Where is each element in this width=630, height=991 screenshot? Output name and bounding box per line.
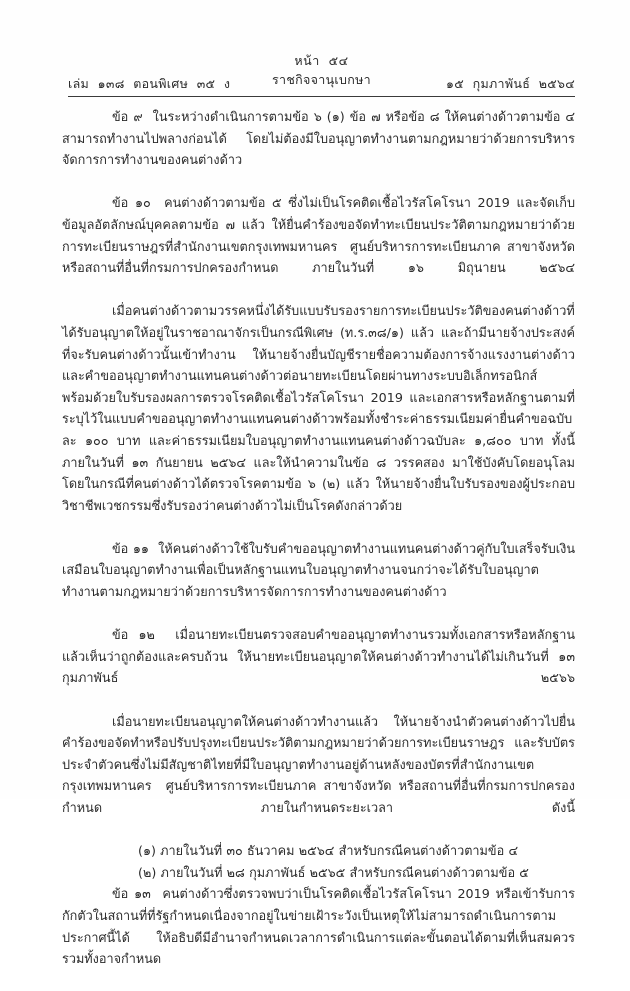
paragraph-clause-12-continued: เมื่อนายทะเบียนอนุญาตให้คนต่างด้าวทำงานแล้ว ให้นายจ้างนำตัวคนต่างด้าวไปยื่นคำร้องขอจัดทำหรือปรับปรุงทะเบียนประวัติตามกฎหมายว่าด้วยการทะเบียนราษฎร และรับบัตรประจำตัวคนซึ่งไม่มีสัญชาติไทยที่มีใบอนุญาตทำงานอยู่ด้านหลังของบัตรที่สำนักงานเขตกรุงเทพมหานคร ศูนย์บริหารการทะเบียนภาค สาขาจังหวัด หรือสถานที่อื่นที่กรมการปกครองกำหนด ภายในกำหนดระยะเวลา ดังนี้ [62,713,575,815]
paragraph-clause-12: ข้อ ๑๒ เมื่อนายทะเบียนตรวจสอบคำขออนุญาตทำงานรวมทั้งเอกสารหรือหลักฐานแล้วเห็นว่าถูกต้องและครบถ้วน ให้นายทะเบียนอนุญาตให้คนต่างด้าวทำงานได้ไม่เกินวันที่ ๑๓ กุมภาพันธ์ ๒๕๖๖ [62,627,580,686]
publication-date-label: ๑๕ กุมภาพันธ์ ๒๕๖๔ [446,76,575,91]
paragraph-clause-10-continued: เมื่อคนต่างด้าวตามวรรคหนึ่งได้รับแบบรับรองรายการทะเบียนประวัติของคนต่างด้าวที่ได้รับอนุญาตให้อยู่ในราชอาณาจักรเป็นกรณีพิเศษ (ท.ร.๓๘/๑) แล้ว และถ้ามีนายจ้างประสงค์ที่จะรับคนต่างด้าวนั้นเข้าทำงาน ให้นายจ้างยื่นบัญชีรายชื่อความต้องการจ้างแรงงานต่างด้าว และคำขออนุญาตทำงานแทนคนต่างด้าวต่อนายทะเบียนโดยผ่านทางระบบอิเล็กทรอนิกส์ พร้อมด้วยใบรับรองผลการตรวจโรคติดเชื้อไวรัสโคโรนา 2019 และเอกสารหรือหลักฐานตามที่ระบุไว้ในแบบคำขออนุญาตทำงานแทนคนต่างด้าวพร้อมทั้งชำระค่าธรรมเนียมค่ายื่นคำขอฉบับละ ๑๐๐ บาท และค่าธรรมเนียมใบอนุญาตทำงานแทนคนต่างด้าวฉบับละ ๑,๘๐๐ บาท ทั้งนี้ ภายในวันที่ ๑๓ กันยายน ๒๕๖๔ และให้นำความในข้อ ๘ วรรคสอง มาใช้บังคับโดยอนุโลม โดยในกรณีที่คนต่างด้าวได้ตรวจโรคตามข้อ ๖ (๒) แล้ว ให้นายจ้างยื่นใบรับรองของผู้ประกอบวิชาชีพเวชกรรมซึ่งรับรองว่าคนต่างด้าวไม่เป็นโรคดังกล่าวด้วย [62,303,580,513]
header-divider [68,96,575,97]
paragraph-clause-13: ข้อ ๑๓ คนต่างด้าวซึ่งตรวจพบว่าเป็นโรคติดเชื้อไวรัสโคโรนา 2019 หรือเข้ารับการกักตัวในสถานที่ที่รัฐกำหนดเนื่องจากอยู่ในข่ายเฝ้าระวังเป็นเหตุให้ไม่สามารถดำเนินการตามประกาศนี้ได้ ให้อธิบดีมีอำนาจกำหนดเวลาการดำเนินการแต่ละขั้นตอนได้ตามที่เห็นสมควร รวมทั้งอาจกำหนด [62,886,584,967]
paragraph-clause-11: ข้อ ๑๑ ให้คนต่างด้าวใช้ใบรับคำขออนุญาตทำงานแทนคนต่างด้าวคู่กับใบเสร็จรับเงินเสมือนใบอนุญาตทำงานเพื่อเป็นหลักฐานแทนใบอนุญาตทำงานจนกว่าจะได้รับใบอนุญาตทำงานตามกฎหมายว่าด้วยการบริหารจัดการการทำงานของคนต่างด้าว [62,540,575,600]
volume-section-label: เล่ม ๑๓๘ ตอนพิเศษ ๓๕ ง [68,76,231,91]
publication-title: ราชกิจจานุเบกษา [272,72,371,88]
list-item-2: (๒) ภายในวันที่ ๒๘ กุมภาพันธ์ ๒๕๖๕ สำหรับกรณีคนต่างด้าวตามข้อ ๕ [138,864,529,880]
list-item-1: (๑) ภายในวันที่ ๓๐ ธันวาคม ๒๕๖๔ สำหรับกรณีคนต่างด้าวตามข้อ ๔ [138,843,519,859]
paragraph-clause-10: ข้อ ๑๐ คนต่างด้าวตามข้อ ๕ ซึ่งไม่เป็นโรคติดเชื้อไวรัสโคโรนา 2019 และจัดเก็บข้อมูลอัตลักษณ์บุคคลตามข้อ ๗ แล้ว ให้ยื่นคำร้องขอจัดทำทะเบียนประวัติตามกฎหมายว่าด้วยการทะเบียนราษฎรที่สำนักงานเขตกรุงเทพมหานคร ศูนย์บริหารการทะเบียนภาค สาขาจังหวัด หรือสถานที่อื่นที่กรมการปกครองกำหนด ภายในวันที่ ๑๖ มิถุนายน ๒๕๖๔ [62,195,580,276]
page-header [68,52,575,98]
page-number-label: หน้า ๕๔ [294,53,349,68]
paragraph-clause-9: ข้อ ๙ ในระหว่างดำเนินการตามข้อ ๖ (๑) ข้อ ๗ หรือข้อ ๘ ให้คนต่างด้าวตามข้อ ๔ สามารถทำงานไปพลางก่อนได้ โดยไม่ต้องมีใบอนุญาตทำงานตามกฎหมายว่าด้วยการบริหารจัดการการทำงานของคนต่างด้าว [62,109,580,168]
document-body [62,106,584,991]
